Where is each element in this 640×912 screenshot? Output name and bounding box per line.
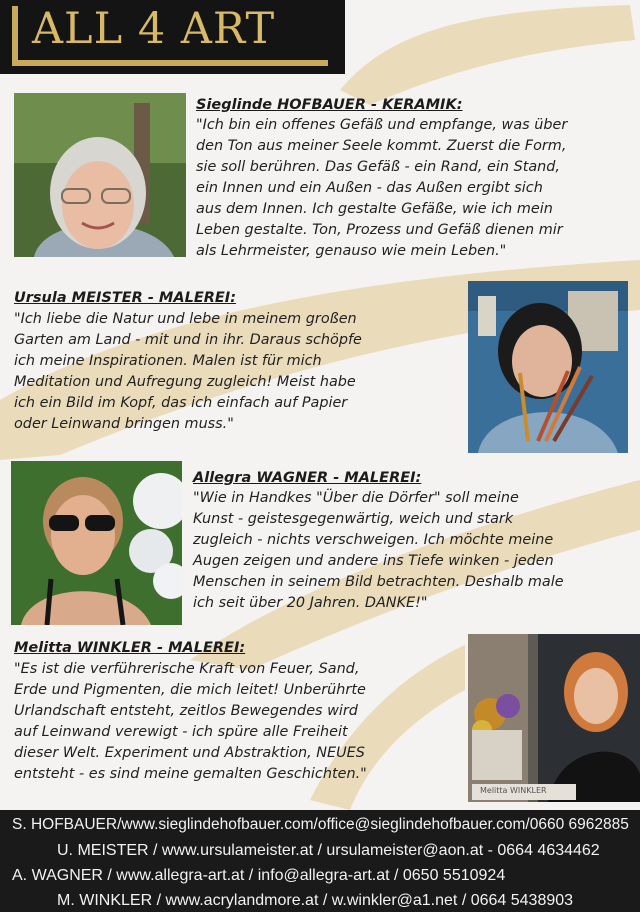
quote-line: aus dem Innen. Ich gestalte Gefäße, wie ich mein xyxy=(196,201,553,217)
quote-line: entsteht - es sind meine gemalten Geschichten." xyxy=(14,766,367,782)
quote-line: Urlandschaft entsteht, zeitlos Bewegendes wird xyxy=(14,703,358,719)
quote-line: Meditation und Aufregung zugleich! Meist habe xyxy=(14,374,356,390)
quote-line: Augen zeigen und andere ins Tiefe winken - jeden xyxy=(193,553,554,569)
artist-name-wagner: Allegra WAGNER - MALEREI: xyxy=(193,470,422,486)
quote-line: den Ton aus meiner Seele kommt. Zuerst die Form, xyxy=(196,138,567,154)
quote-line: "Wie in Handkes "Über die Dörfer" soll meine xyxy=(193,490,519,506)
quote-line: Leben gestalte. Ton, Prozess und Gefäß dienen mir xyxy=(196,222,563,238)
contact-line-hofbauer: S. HOFBAUER/www.sieglindehofbauer.com/office@sieglindehofbauer.com/0660 6962885 xyxy=(12,816,629,833)
quote-line: "Ich bin ein offenes Gefäß und empfange, was über xyxy=(196,117,568,133)
quote-line: "Ich liebe die Natur und lebe in meinem großen xyxy=(14,311,357,327)
photo-allegra-wagner xyxy=(11,461,182,625)
logo-title: ALL 4 ART xyxy=(32,4,276,54)
quote-line: ich ein Bild im Kopf, das ich einfach auf Papier xyxy=(14,395,348,411)
artist-name-meister: Ursula MEISTER - MALEREI: xyxy=(14,290,236,306)
photo-sieglinde-hofbauer xyxy=(14,93,186,257)
brush-stroke-top xyxy=(330,0,640,110)
quote-line: zugleich - nichts verschweigen. Ich möchte meine xyxy=(193,532,554,548)
photo-ursula-meister xyxy=(468,281,628,453)
contact-line-winkler: M. WINKLER / www.acrylandmore.at / w.winkler@a1.net / 0664 5438903 xyxy=(57,892,574,909)
contact-line-wagner: A. WAGNER / www.allegra-art.at / info@allegra-art.at / 0650 5510924 xyxy=(12,867,506,884)
quote-line: auf Leinwand verewigt - ich spüre alle Freiheit xyxy=(14,724,348,740)
contact-footer xyxy=(0,810,640,912)
quote-line: Menschen in seinem Bild betrachten. Deshalb male xyxy=(193,574,564,590)
quote-line: ein Innen und ein Außen - das Außen ergibt sich xyxy=(196,180,543,196)
quote-line: ich meine Inspirationen. Malen ist für mich xyxy=(14,353,322,369)
contact-line-meister: U. MEISTER / www.ursulameister.at / ursulameister@aon.at - 0664 4634462 xyxy=(57,842,600,859)
quote-line: "Es ist die verführerische Kraft von Feuer, Sand, xyxy=(14,661,360,677)
quote-line: Garten am Land - mit und in ihr. Daraus schöpfe xyxy=(14,332,362,348)
quote-line: oder Leinwand bringen muss." xyxy=(14,416,234,432)
quote-line: dieser Welt. Experiment und Abstraktion, NEUES xyxy=(14,745,365,761)
quote-line: Erde und Pigmenten, die mich leitet! Unberührte xyxy=(14,682,366,698)
artist-name-hofbauer: Sieglinde HOFBAUER - KERAMIK: xyxy=(196,97,463,113)
quote-line: ich seit über 20 Jahren. DANKE!" xyxy=(193,595,428,611)
header-banner xyxy=(0,0,345,74)
quote-line: als Lehrmeister, genauso wie mein Leben." xyxy=(196,243,507,259)
photo-melitta-winkler xyxy=(468,634,640,802)
logo-bracket-bottom xyxy=(12,60,328,66)
quote-line: Kunst - geistesgegenwärtig, weich und stark xyxy=(193,511,514,527)
photo-sign-winkler: Melitta WINKLER xyxy=(480,786,547,795)
logo-bracket-left xyxy=(12,6,18,66)
artist-name-winkler: Melitta WINKLER - MALEREI: xyxy=(14,640,246,656)
quote-line: sie soll berühren. Das Gefäß - ein Rand, ein Stand, xyxy=(196,159,560,175)
